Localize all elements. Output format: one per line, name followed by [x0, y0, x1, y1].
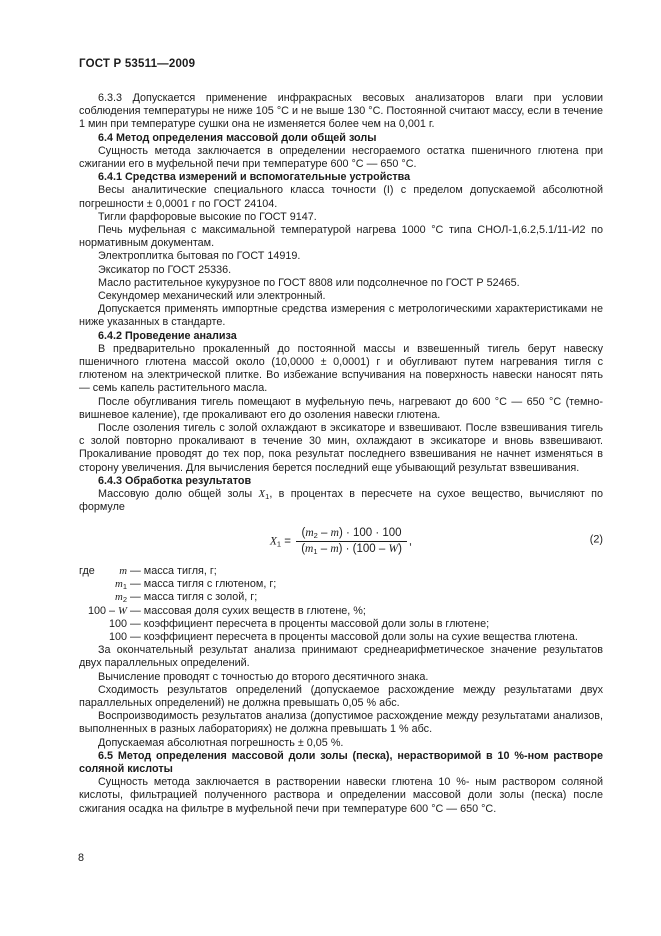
section-heading: 6.4 Метод определения массовой доли общей золы — [98, 131, 377, 144]
formula-expression: $X_1$ = $\frac{(m_2 - m) \cdot 100 \cdot 100}{(m_1 - m) \cdot (100 - W)}$ , — [269, 526, 413, 556]
definition-line — [65, 591, 603, 604]
paragraph: 6.3.3 Допускается применение инфракрасных весовых анализаторов влаги при условии соблюдения температуры не ниже 105 °С и не выше 130 °С. Постоянной считают массу, если в течение 1 мин при температуре сушки она не изменяется более чем на 0,001 г. — [79, 92, 603, 131]
definition-dash: — — [127, 604, 144, 617]
paragraph: Эксикатор по ГОСТ 25336. — [98, 263, 232, 276]
paragraph: Допускаемая абсолютная погрешность ± 0,05 %. — [98, 736, 344, 749]
formula-fraction — [296, 527, 407, 556]
definition-line — [65, 565, 603, 578]
paragraph: Сущность метода заключается в определении несгораемого остатка пшеничного глютена при сжигании его в муфельной печи при температуре 600 °С — 650 °С. — [79, 144, 603, 171]
formula-numerator: $(m_2 - m) \cdot 100 \cdot 100$ — [301, 526, 402, 540]
document-header: ГОСТ Р 53511—2009 — [79, 58, 196, 70]
definition-term: 100 — [108, 617, 127, 630]
definition-line — [65, 618, 603, 631]
equation-number: (2) — [589, 533, 603, 546]
page-number: 8 — [78, 852, 85, 864]
paragraph: Печь муфельная с максимальной температурой нагрева 1000 °С типа СНОЛ-1,6.2,5.1/11-И2 по нормативным документам. — [79, 224, 603, 250]
definition-dash: — — [127, 564, 144, 577]
section-heading: 6.4.3 Обработка результатов — [98, 474, 252, 487]
definition-term: $m_2$ — [115, 591, 127, 605]
definition-dash: — — [127, 617, 144, 630]
definition-term: 100 – W — [87, 604, 127, 617]
definition-description: коэффициент пересчета в проценты массовой доли золы на сухие вещества глютена. — [143, 630, 578, 643]
paragraph: Секундомер механический или электронный. — [98, 290, 326, 303]
paragraph: За окончательный результат анализа принимают среднеарифметическое значение результатов двух параллельных определений. — [79, 644, 603, 670]
paragraph: Весы аналитические специального класса точности (I) с пределом допускаемой абсолютной погрешности ± 0,0001 г по ГОСТ 24104. — [79, 184, 603, 210]
definition-line — [65, 631, 603, 644]
paragraph: Сходимость результатов определений (допускаемое расхождение между результатами двух параллельных определений) не должна превышать 0,05 % абс. — [79, 683, 603, 709]
paragraph: После обугливания тигель помещают в муфельную печь, нагревают до 600 °С — 650 °С (темно-вишневое каление), где прокаливают его до озоления навески глютена. — [79, 395, 603, 421]
definition-line — [65, 605, 603, 618]
paragraph: В предварительно прокаленный до постоянной массы и взвешенный тигель берут навеску пшеничного глютена массой около (10,0000 ± 0,0001) г и обугливают путем нагревания тигля с глютеном на электрической плитке. Во избежание вспучивания на поверхность навески наносят пять — семь капель растительного масла. — [79, 342, 603, 395]
paragraph: Сущность метода заключается в растворении навески глютена 10 %- ным раствором соляной кислоты, фильтрацией полученного раствора и определении массовой доли золы (песка) после сжигания осадка на фильтре в муфельной печи при температуре 600 °С — 650 °С. — [79, 776, 603, 815]
definition-term: $m_1$ — [115, 578, 127, 592]
document-body — [79, 92, 603, 816]
formula-tail: , — [408, 535, 413, 548]
section-heading: 6.4.2 Проведение анализа — [98, 329, 237, 342]
definition-description: масса тигля с глютеном, г; — [143, 578, 277, 591]
definition-intro-label: где — [79, 564, 95, 577]
definition-description: масса тигля, г; — [143, 564, 217, 577]
formula — [79, 515, 603, 565]
section-heading: 6.5 Метод определения массовой доли золы (песка), нерастворимой в 10 %-ном растворе соляной кислоты — [79, 749, 603, 775]
definition-dash: — — [127, 578, 144, 591]
paragraph: Электроплитка бытовая по ГОСТ 14919. — [98, 250, 301, 263]
definition-description: коэффициент пересчета в проценты массовой доли золы в глютене; — [143, 617, 490, 630]
definition-term: 100 — [108, 630, 127, 643]
section-heading: 6.4.1 Средства измерений и вспомогательные устройства — [98, 171, 411, 184]
definition-line — [65, 578, 603, 591]
paragraph: Масло растительное кукурузное по ГОСТ 8808 или подсолнечное по ГОСТ Р 52465. — [98, 276, 520, 289]
paragraph: После озоления тигель с золой охлаждают в эксикаторе и взвешивают. После взвешивания тигель с золой повторно прокаливают в течение 30 мин, охлаждают в эксикаторе и вновь взвешивают. Прокаливание проводят до тех пор, пока результат последнего взвешивания не начнет изменяться в сторону увеличения. Для вычисления берется последний еще убывающий результат взвешивания. — [79, 422, 603, 474]
definition-description: масса тигля с золой, г; — [143, 591, 258, 604]
paragraph: Воспроизводимость результатов анализа (допустимое расхождение между результатами анализов, выполненных в разных лабораториях) не должна превышать 1 % абс. — [79, 710, 603, 736]
definition-dash: — — [127, 630, 144, 643]
paragraph: Тигли фарфоровые высокие по ГОСТ 9147. — [98, 210, 317, 223]
definition-term: m — [119, 564, 127, 577]
definition-dash: — — [127, 591, 144, 604]
paragraph: Массовую долю общей золы $X_1$, в процентах в пересчете на сухое вещество, вычисляют по формуле — [79, 488, 603, 514]
paragraph: Допускается применять импортные средства измерения с метрологическими характеристиками не ниже указанных в стандарте. — [79, 303, 603, 329]
formula-denominator: $(m_1 - m) \cdot (100 - W)$ — [296, 541, 407, 556]
definition-description: массовая доля сухих веществ в глютене, %; — [143, 604, 366, 617]
paragraph: Вычисление проводят с точностью до второго десятичного знака. — [98, 670, 429, 683]
